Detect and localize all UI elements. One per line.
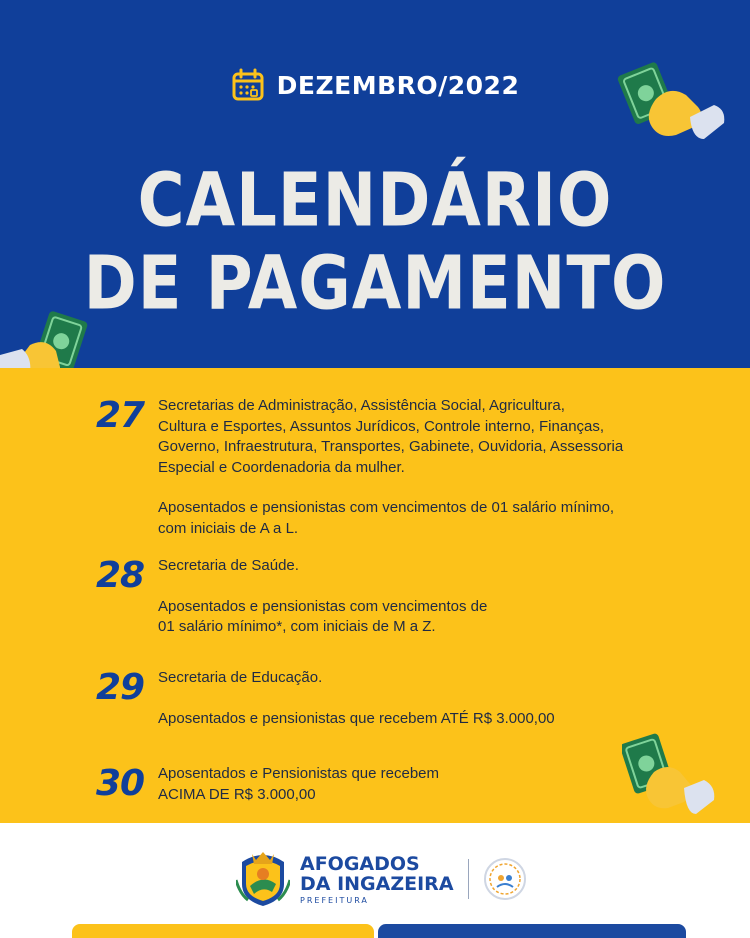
day-number: 29 [96, 667, 145, 708]
text-line: Secretaria de Saúde. [158, 557, 299, 574]
text-line: Especial e Coordenadoria da mulher. [158, 458, 405, 476]
coat-of-arms-icon [236, 850, 290, 908]
text-line: Aposentados e pensionistas que recebem ATÉ R$ 3.000,00 [158, 709, 555, 727]
entry-paragraph [158, 396, 688, 478]
day-number: 27 [96, 395, 145, 436]
text-line: com iniciais de A a L. [158, 519, 299, 537]
entry-text [158, 764, 688, 805]
entry-text [158, 668, 688, 729]
day-number: 28 [96, 555, 145, 596]
footer-blue-bar [378, 924, 686, 938]
text-line: ACIMA DE R$ 3.000,00 [158, 785, 316, 803]
text-line: Cultura e Esportes, Assuntos Jurídicos, Controle interno, Finanças, [158, 417, 605, 435]
logo-text [300, 854, 454, 905]
hand-holding-money-icon [0, 305, 92, 368]
header-section [0, 0, 750, 368]
page-title [0, 160, 750, 326]
title-line-1: CALENDÁRIO [137, 158, 613, 244]
calendar-icon [231, 68, 265, 102]
seal-icon [483, 857, 527, 901]
entry-paragraph [158, 709, 688, 730]
schedule-entry-30 [96, 764, 688, 805]
title-line-2: DE PAGAMENTO [83, 241, 667, 327]
schedule-entry-28 [96, 556, 688, 638]
schedule-entry-27 [96, 396, 688, 539]
entry-paragraph [158, 556, 688, 577]
footer-yellow-bar [72, 924, 374, 938]
city-logo [236, 850, 527, 908]
text-line: 01 salário mínimo*, com iniciais de M a Z. [158, 618, 436, 635]
logo-divider [468, 859, 469, 899]
entry-text [158, 556, 688, 638]
text-line: Secretarias de Administração, Assistência Social, Agricultura, [158, 397, 565, 414]
day-number: 30 [96, 763, 145, 804]
logo-subtitle: PREFEITURA [300, 895, 369, 905]
text-line: Aposentados e pensionistas com vencimentos de [158, 597, 488, 615]
text-line: Governo, Infraestrutura, Transportes, Gabinete, Ouvidoria, Assessoria [158, 438, 624, 455]
logo-name-line-1: AFOGADOS [300, 852, 420, 875]
entry-paragraph [158, 764, 688, 805]
logo-name-line-2: DA INGAZEIRA [300, 872, 454, 895]
text-line: Aposentados e pensionistas com vencimentos de 01 salário mínimo, [158, 499, 615, 516]
entry-paragraph [158, 498, 688, 539]
text-line: Secretaria de Educação. [158, 669, 323, 686]
schedule-entry-29 [96, 668, 688, 729]
entry-paragraph [158, 668, 688, 689]
entry-text [158, 396, 688, 539]
entry-paragraph [158, 597, 688, 638]
month-label: DEZEMBRO/2022 [276, 70, 520, 100]
text-line: Aposentados e Pensionistas que recebem [158, 765, 440, 782]
hand-holding-money-icon [612, 55, 728, 151]
